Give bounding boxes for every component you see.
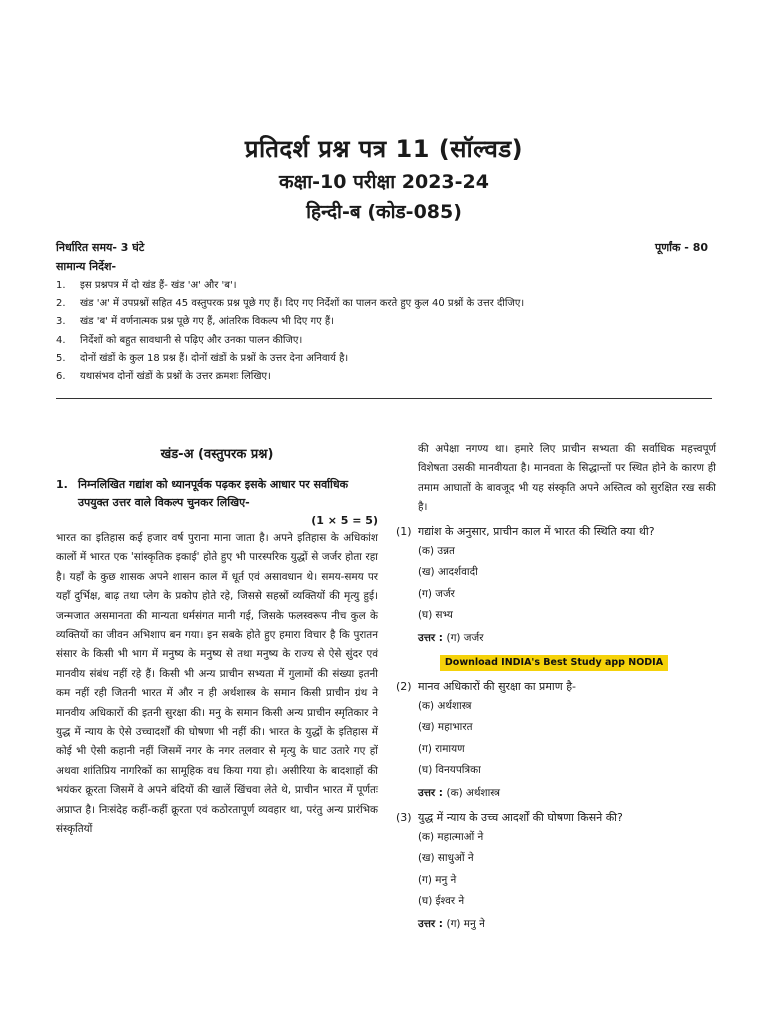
- answer-label: उत्तर :: [418, 631, 443, 644]
- section-heading: खंड-अ (वस्तुपरक प्रश्न): [160, 447, 274, 462]
- instructions-heading: सामान्य निर्देश-: [56, 260, 117, 273]
- question-2: [396, 677, 716, 804]
- passage-text: भारत का इतिहास कई हजार वर्ष पुराना माना जाता है। अपने इतिहास के अधिकांश कालों में भारत एक 'सांस्कृतिक इकाई' होते हुए भी पारस्परिक युद्धों से जर्जर होता रहा है। यहाँ के कुछ शासक अपने शासन काल में धूर्त एवं असावधान थे। समय-समय पर यहाँ दुर्भिक्ष, बाढ़ तथा प्लेग के प्रकोप होते रहे, जिससे सहस्रों व्यक्तियों की मृत्यु हुई। जन्मजात असमानता की मान्यता धर्मसंगत मानी गई, जिसके फलस्वरूप नीच कुल के व्यक्तियों का जीवन अभिशाप बन गया। इन सबके होते हुए हमारा विचार है कि पुरातन संसार के किसी भी भाग में मनुष्य के मनुष्य से तथा मनुष्य के राज्य से ऐसे सुंदर एवं मानवीय संबंध नहीं रहे हैं। किसी भी अन्य प्राचीन सभ्यता में गुलामों की संख्या इतनी कम नहीं रही जितनी भारत में और न ही अर्थशास्त्र के समान किसी प्राचीन ग्रंथ ने मानवीय अधिकारों की इतनी सुरक्षा की। मनु के समान किसी अन्य प्राचीन स्मृतिकार ने युद्ध में न्याय के ऐसे उच्चादर्शों की घोषणा भी नहीं की। भारत के युद्धों के इतिहास में कोई भी ऐसी कहानी नहीं जिसमें नगर के नगर तलवार से मृत्यु के घाट उतारे गए हों अथवा शांतिप्रिय नागरिकों का सामूहिक वध किया गया हो। असीरिया के बादशाहों की भयंकर क्रूरता जिसमें वे अपने बंदियों की खालें खिंचवा लेते थे, प्राचीन भारत में पूर्णतः अप्राप्त है। निःसंदेह कहीं-कहीं क्रूरता एवं कठोरतापूर्ण व्यवहार था, परंतु अन्य प्रारंभिक संस्कृतियों: [56, 532, 378, 836]
- subject-line: हिन्दी-ब (कोड-085): [306, 201, 462, 223]
- question-number: (1): [396, 524, 412, 538]
- option-d: (घ) विनयपत्रिका: [418, 764, 481, 777]
- option-a: (क) महात्माओं ने: [418, 830, 484, 843]
- answer-value: (ग) मनु ने: [446, 917, 485, 930]
- question-marks: (1 × 5 = 5): [311, 514, 378, 527]
- instruction-item: 2. खंड 'अ' में उपप्रश्नों सहित 45 वस्तुपरक प्रश्न पूछे गए हैं। दिए गए निर्देशों का पालन करते हुए कुल 40 प्रश्नों के उत्तर दीजिए।: [56, 298, 525, 310]
- question-stem: मानव अधिकारों की सुरक्षा का प्रमाण है-: [418, 679, 577, 693]
- option-a: (क) उन्नत: [418, 544, 455, 557]
- instruction-item: 3. खंड 'ब' में वर्णनात्मक प्रश्न पूछे गए हैं, आंतरिक विकल्प भी दिए गए हैं।: [56, 316, 334, 328]
- question-3: [396, 808, 716, 935]
- passage-continuation: की अपेक्षा नगण्य था। हमारे लिए प्राचीन सभ्यता की सर्वाधिक महत्त्वपूर्ण विशेषता उसकी मानवीयता है। मानवता के सिद्धान्तों पर स्थित होने के कारण ही तमाम आघातों के बावजूद भी यह संस्कृति अपने अस्तित्व को सुरक्षित रख सकी है।: [418, 443, 716, 514]
- left-column: [56, 444, 378, 840]
- answer-line: [418, 627, 716, 649]
- answer-line: [418, 782, 716, 804]
- question-instruction: निम्नलिखित गद्यांश को ध्यानपूर्वक पढ़कर इसके आधार पर सर्वाधिक उपयुक्त उत्तर वाले विकल्प चुनकर लिखिए-: [78, 478, 349, 509]
- option-b: (ख) महाभारत: [418, 721, 473, 734]
- paper-title: प्रतिदर्श प्रश्न पत्र 11 (सॉल्वड): [244, 135, 524, 163]
- answer-value: (क) अर्थशास्त्र: [446, 786, 501, 799]
- option-c: (ग) रामायण: [418, 742, 465, 755]
- answer-value: (ग) जर्जर: [446, 631, 484, 644]
- question-1: [396, 522, 716, 649]
- time-allowed: निर्धारित समय- 3 घंटे: [56, 241, 145, 254]
- instruction-item: 6. यथासंभव दोनों खंडों के प्रश्नों के उत्तर क्रमशः लिखिए।: [56, 371, 271, 383]
- general-instructions: [56, 277, 746, 386]
- option-a: (क) अर्थशास्त्र: [418, 699, 472, 712]
- instruction-item: 4. निर्देशों को बहुत सावधानी से पढ़िए और उनका पालन कीजिए।: [56, 334, 303, 346]
- option-c: (ग) जर्जर: [418, 587, 455, 600]
- question-stem: गद्यांश के अनुसार, प्राचीन काल में भारत की स्थिति क्या थी?: [418, 524, 655, 538]
- app-download-banner[interactable]: Download INDIA's Best Study app NODIA: [440, 655, 668, 671]
- question-number: 1.: [56, 478, 68, 491]
- option-b: (ख) आदर्शवादी: [418, 566, 478, 579]
- question-number: (3): [396, 810, 412, 824]
- class-exam-line: कक्षा-10 परीक्षा 2023-24: [279, 171, 489, 193]
- question-number: (2): [396, 679, 412, 693]
- max-marks: पूर्णांक - 80: [654, 241, 708, 254]
- option-c: (ग) मनु ने: [418, 873, 457, 886]
- answer-label: उत्तर :: [418, 917, 443, 930]
- option-d: (घ) ईश्वर ने: [418, 895, 465, 908]
- header-divider: [56, 398, 712, 399]
- instruction-item: 5. दोनों खंडों के कुल 18 प्रश्न हैं। दोनों खंडों के प्रश्नों के उत्तर देना अनिवार्य है।: [56, 352, 349, 364]
- question-stem: युद्ध में न्याय के उच्च आदर्शों की घोषणा किसने की?: [418, 810, 623, 824]
- right-column: [396, 440, 716, 935]
- question-1-heading: [56, 476, 378, 512]
- answer-label: उत्तर :: [418, 786, 443, 799]
- instruction-item: 1. इस प्रश्नपत्र में दो खंड हैं- खंड 'अ' और 'ब'।: [56, 280, 237, 291]
- option-d: (घ) सभ्य: [418, 609, 453, 622]
- option-b: (ख) साधुओं ने: [418, 852, 474, 865]
- answer-line: [418, 913, 716, 935]
